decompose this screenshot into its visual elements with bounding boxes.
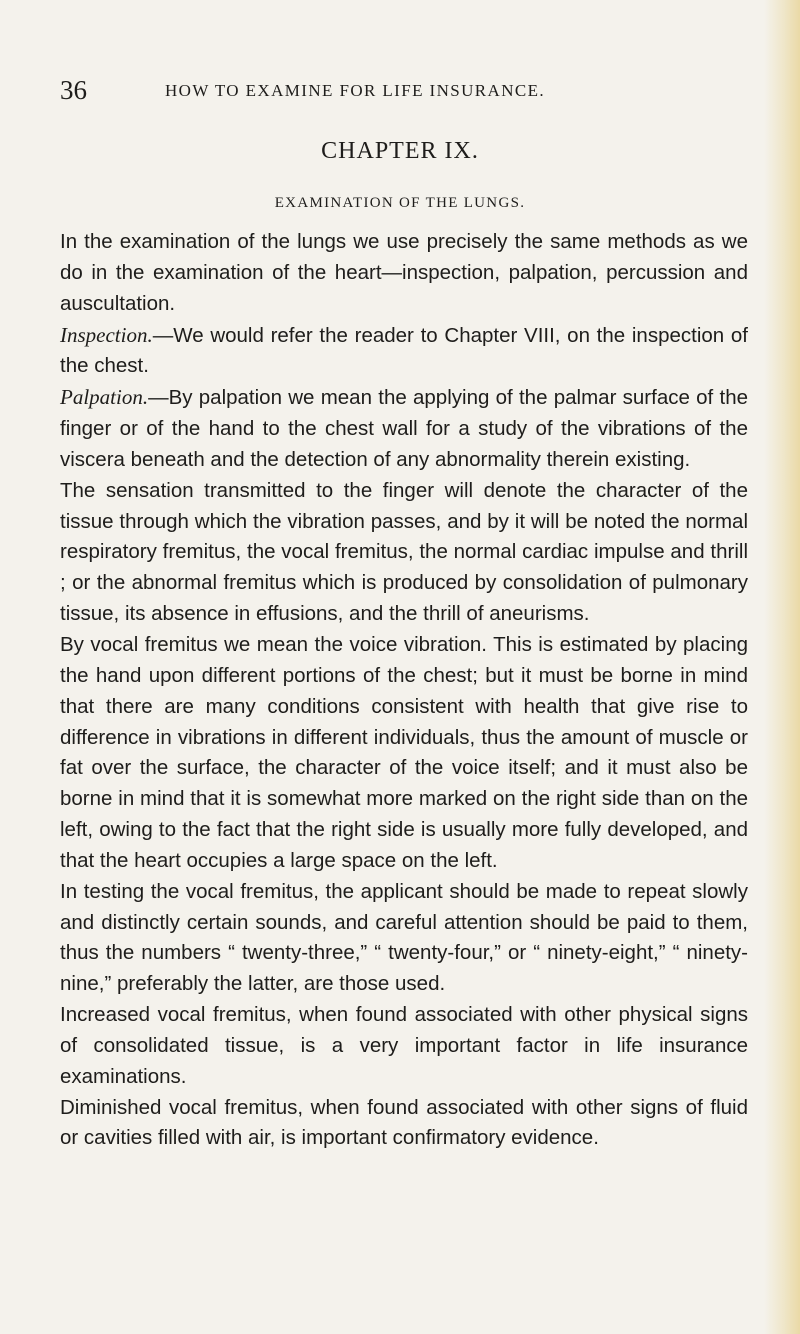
paragraph-sensation [60,476,748,630]
paragraph-inspection [60,320,748,383]
running-title: HOW TO EXAMINE FOR LIFE INSURANCE. [165,81,546,100]
chapter-title: CHAPTER IX. [321,138,479,164]
paragraph-increased [60,1000,748,1093]
paragraph-text: —By palpation we mean the applying of the palmar surface of the finger or of the hand to the chest wall for a study of the vibrations of the viscera beneath and the detection of any abnormality therein existing. [60,386,748,471]
running-header [60,72,750,108]
paragraph-testing [60,877,748,1000]
paragraph-palpation [60,382,748,476]
paragraph-intro [60,227,748,320]
paragraph-vocal-fremitus [60,630,748,877]
paragraph-text: Increased vocal fremitus, when found associated with other physical signs of consolidated tissue, is a very important factor in life insurance examinations. [60,1003,748,1088]
paragraph-diminished [60,1093,748,1155]
chapter-subtitle: EXAMINATION OF THE LUNGS. [274,195,526,211]
paragraph-label: Palpation. [60,385,149,410]
paragraph-text: By vocal fremitus we mean the voice vibration. This is estimated by placing the hand upon different portions of the chest; but it must be borne in mind that there are many conditions consistent with health that give rise to difference in vibrations in different individuals, thus the amount of muscle or fat over the surface, the character of the voice itself; and it must also be borne in mind that it is somewhat more marked on the right side than on the left, owing to the fact that the right side is usually more fully developed, and that the heart occupies a large space on the left. [60,632,748,872]
paragraph-text: The sensation transmitted to the finger will denote the character of the tissue through which the vibration passes, and by it will be noted the normal respiratory fremitus, the vocal fremitus, the normal cardiac impulse and thrill ; or the abnormal fremitus which is produced by consolidation of pulmonary tissue, its absence in effusions, and the thrill of aneurisms. [60,478,748,626]
paragraph-text: Diminished vocal fremitus, when found associated with other signs of fluid or cavities filled with air, is important confirmatory evidence. [60,1095,748,1150]
paragraph-text: —We would refer the reader to Chapter VIII, on the inspection of the chest. [60,323,748,378]
paragraph-text: In testing the vocal fremitus, the applicant should be made to repeat slowly and distinctly certain sounds, and careful attention should be paid to them, thus the numbers “ twenty-three,” “ twenty-four,” or “ ninety-eight,” “ ninety-nine,” preferably the latter, are those used. [60,879,748,996]
paragraph-text: In the examination of the lungs we use precisely the same methods as we do in the examination of the heart—inspection, palpation, percussion and auscultation. [60,230,748,315]
page-number: 36 [60,75,87,105]
paragraph-label: Inspection. [60,322,153,347]
body-text [60,227,748,1154]
